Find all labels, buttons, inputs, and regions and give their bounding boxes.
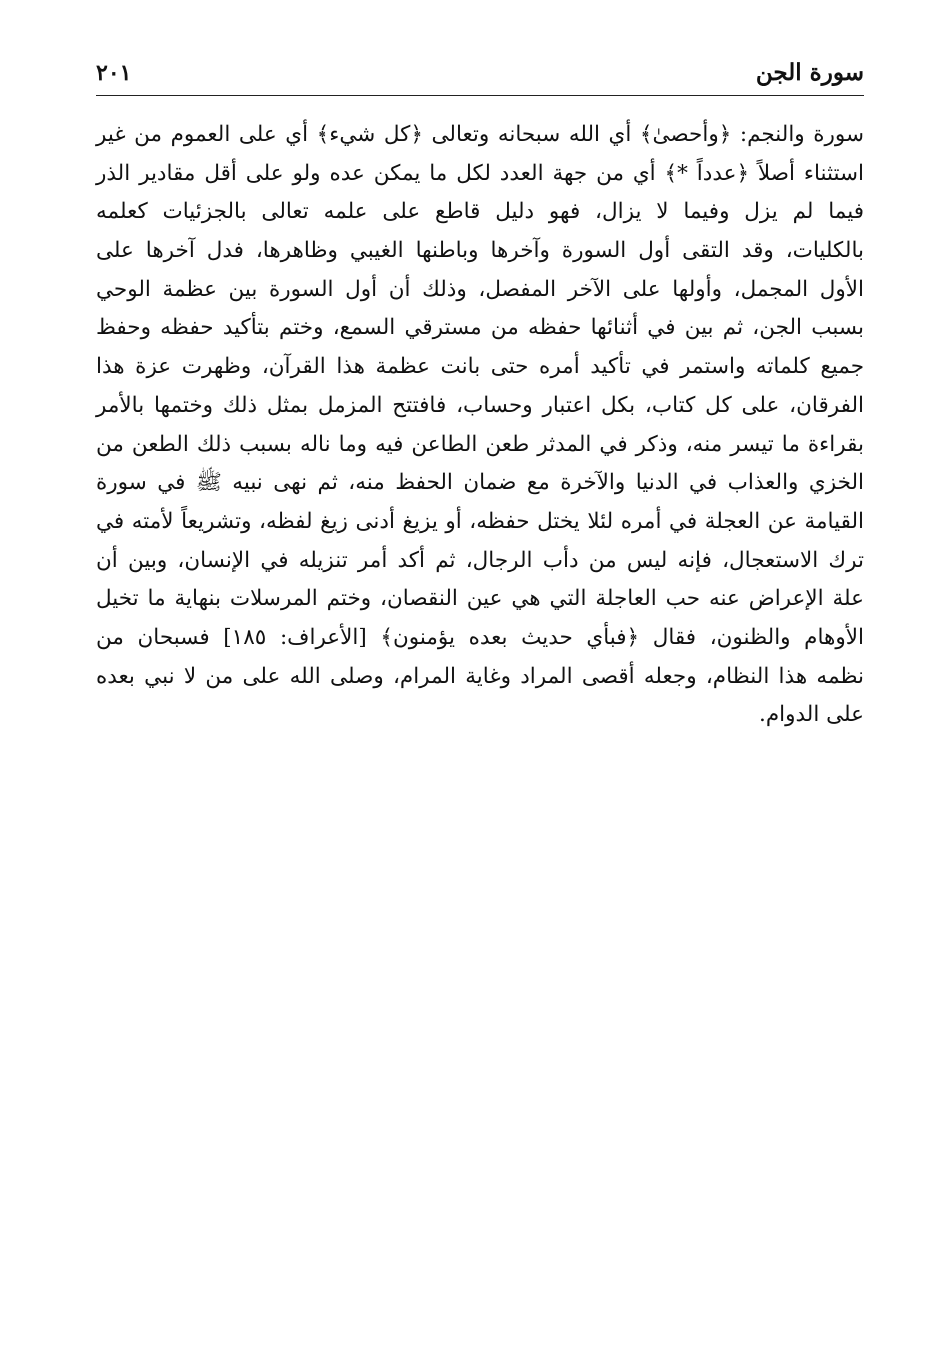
text-line: الخزي والعذاب في الدنيا والآخرة مع ضمان الحفظ منه، ثم نهى نبيه ﷺ في سورة [96,470,864,496]
running-title: سورة الجن [755,59,864,86]
text-line: استثناء أصلاً ﴿عدداً *﴾ أي من جهة العدد لكل ما يمكن عده ولو على أقل مقادير الذر [96,160,864,186]
text-line: بسبب الجن، ثم بين في أثنائها حفظه من مسترقي السمع، وختم بتأكيد حفظه وحفظ [96,315,864,341]
header-divider [96,95,864,96]
text-line: الأوهام والظنون، فقال ﴿فبأي حديث بعده يؤمنون﴾ [الأعراف: ١٨٥] فسبحان من [96,624,864,650]
text-line: علة الإعراض عنه حب العاجلة التي هي عين النقصان، وختم المرسلات بنهاية ما تخيل [96,586,864,612]
text-line: نظمه هذا النظام، وجعله أقصى المراد وغاية المرام، وصلى الله على من لا نبي بعده [96,663,864,689]
page-header [96,58,864,92]
text-line: بالكليات، وقد التقى أول السورة وآخرها وباطنها الغيبي وظاهرها، فدل آخرها على [96,238,864,264]
text-line: على الدوام. [758,702,864,728]
text-line: ترك الاستعجال، فإنه ليس من دأب الرجال، ثم أكد أمر تنزيله في الإنسان، وبين أن [96,547,864,573]
text-line: فيما لم يزل وفيما لا يزال، فهو دليل قاطع على علمه تعالى بالجزئيات كعلمه [96,199,864,225]
page-number: ٢٠١ [96,60,132,86]
text-line: بقراءة ما تيسر منه، وذكر في المدثر طعن الطاعن فيه وما ناله بسبب ذلك الطعن من [96,431,864,457]
text-line: جميع كلماته واستمر في تأكيد أمره حتى بانت عظمة هذا القرآن، وظهرت عزة هذا [96,354,864,380]
text-line: القيامة عن العجلة في أمره لئلا يختل حفظه، أو يزيغ أدنى زيغ لفظه، وتشريعاً لأمته في [96,508,864,534]
text-line: سورة والنجم: ﴿وأحصىٰ﴾ أي الله سبحانه وتعالى ﴿كل شيء﴾ أي على العموم من غير [96,122,864,147]
text-line: الأول المجمل، وأولها على الآخر المفصل، وذلك أن أول السورة بين عظمة الوحي [96,276,864,302]
body-text [96,116,864,735]
text-line: الفرقان، على كل كتاب، بكل اعتبار وحساب، فافتتح المزمل بمثل ذلك وختمها بالأمر [96,392,864,418]
